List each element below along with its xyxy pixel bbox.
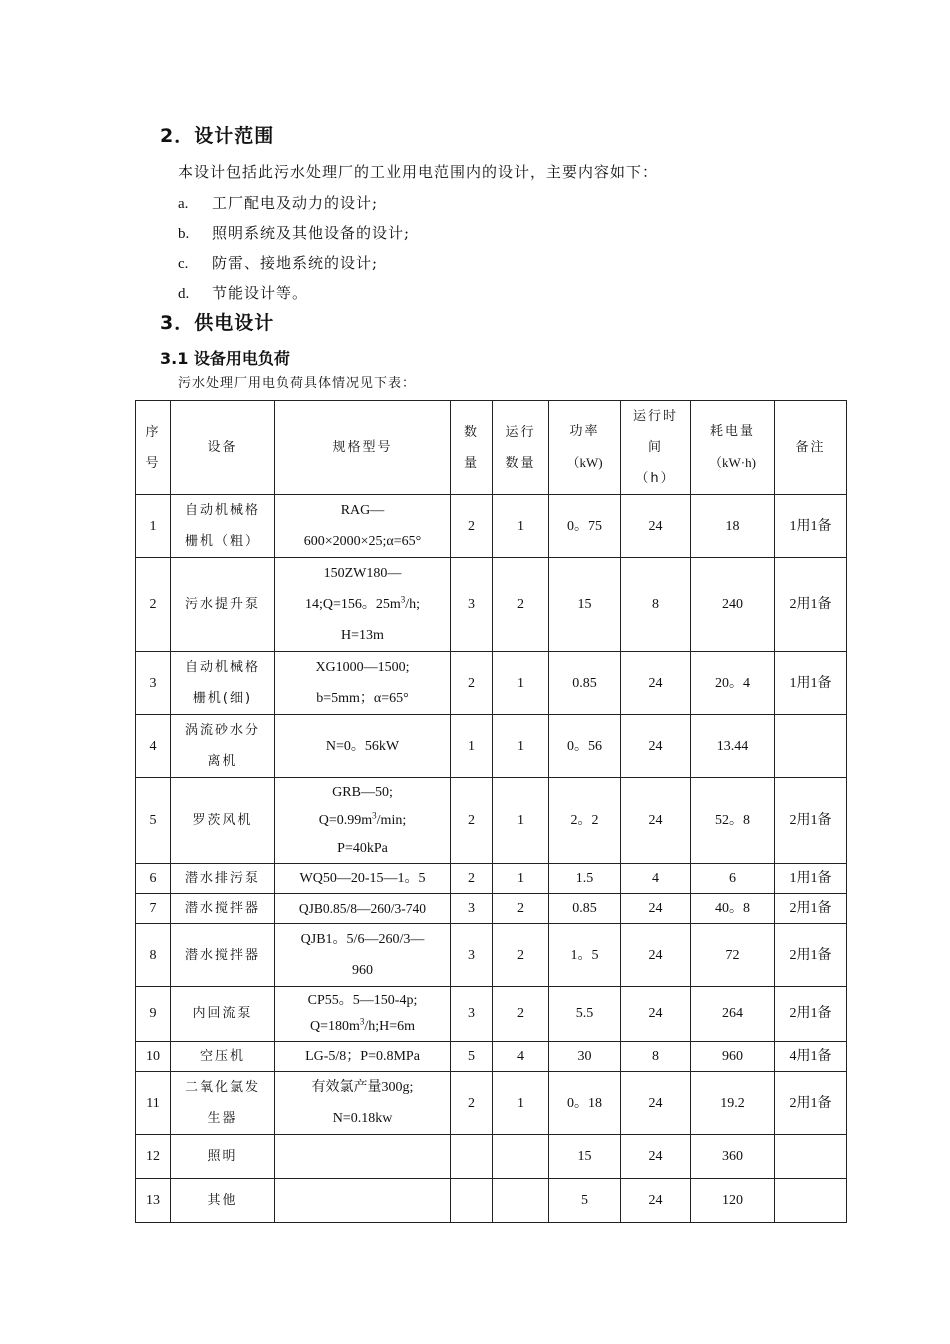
cell-power: 1.5 bbox=[549, 864, 621, 894]
cell-hours: 4 bbox=[621, 864, 691, 894]
cell-running: 1 bbox=[493, 778, 549, 864]
cell-running: 1 bbox=[493, 1072, 549, 1135]
cell-hours: 24 bbox=[621, 495, 691, 558]
cell-energy: 960 bbox=[691, 1042, 775, 1072]
cell-power: 0.85 bbox=[549, 894, 621, 924]
cell-note: 2用1备 bbox=[775, 987, 847, 1042]
cell-spec bbox=[275, 1179, 451, 1223]
header-qty: 数 量 bbox=[451, 401, 493, 495]
cell-hours: 24 bbox=[621, 715, 691, 778]
cell-spec: XG1000—1500; b=5mm；α=65° bbox=[275, 652, 451, 715]
section-2-title: 2．设计范围 bbox=[160, 125, 275, 147]
list-item bbox=[178, 283, 308, 304]
cell-power: 0。75 bbox=[549, 495, 621, 558]
cell-qty: 2 bbox=[451, 652, 493, 715]
cell-energy: 19.2 bbox=[691, 1072, 775, 1135]
cell-no: 10 bbox=[136, 1042, 171, 1072]
table-row bbox=[136, 715, 847, 778]
cell-note: 1用1备 bbox=[775, 652, 847, 715]
cell-spec: GRB—50; $Q=0.99m^3/\min$; P=40kPa bbox=[275, 778, 451, 864]
cell-running bbox=[493, 1179, 549, 1223]
cell-running: 1 bbox=[493, 652, 549, 715]
cell-spec: N=0。56kW bbox=[275, 715, 451, 778]
cell-qty: 1 bbox=[451, 715, 493, 778]
cell-power: 1。5 bbox=[549, 924, 621, 987]
list-item bbox=[178, 253, 378, 274]
cell-qty: 5 bbox=[451, 1042, 493, 1072]
cell-hours: 24 bbox=[621, 652, 691, 715]
cell-running bbox=[493, 1135, 549, 1179]
cell-note bbox=[775, 1135, 847, 1179]
cell-hours: 24 bbox=[621, 894, 691, 924]
header-run-time: 运行时 间 （h） bbox=[621, 401, 691, 495]
header-spec: 规格型号 bbox=[275, 401, 451, 495]
cell-running: 1 bbox=[493, 864, 549, 894]
cell-power: 0。56 bbox=[549, 715, 621, 778]
cell-power: 5.5 bbox=[549, 987, 621, 1042]
cell-spec: WQ50—20-15—1。5 bbox=[275, 864, 451, 894]
cell-running: 2 bbox=[493, 894, 549, 924]
list-text: 节能设计等。 bbox=[212, 284, 309, 302]
header-no: 序 号 bbox=[136, 401, 171, 495]
cell-device: 照明 bbox=[171, 1135, 275, 1179]
cell-energy: 52。8 bbox=[691, 778, 775, 864]
cell-no: 1 bbox=[136, 495, 171, 558]
cell-no: 11 bbox=[136, 1072, 171, 1135]
cell-energy: 20。4 bbox=[691, 652, 775, 715]
cell-qty: 3 bbox=[451, 924, 493, 987]
cell-device: 潜水搅拌器 bbox=[171, 924, 275, 987]
cell-no: 9 bbox=[136, 987, 171, 1042]
cell-no: 12 bbox=[136, 1135, 171, 1179]
cell-energy: 264 bbox=[691, 987, 775, 1042]
cell-hours: 24 bbox=[621, 987, 691, 1042]
cell-device: 潜水排污泵 bbox=[171, 864, 275, 894]
cell-power: 30 bbox=[549, 1042, 621, 1072]
table-row bbox=[136, 1042, 847, 1072]
cell-spec: CP55。5—150-4p; $Q=180m^3/h;H=6m$ bbox=[275, 987, 451, 1042]
list-text: 照明系统及其他设备的设计; bbox=[212, 224, 411, 242]
cell-energy: 6 bbox=[691, 864, 775, 894]
table-row bbox=[136, 778, 847, 864]
cell-qty: 3 bbox=[451, 558, 493, 652]
cell-device: 潜水搅拌器 bbox=[171, 894, 275, 924]
cell-device: 自动机械格 栅机（粗） bbox=[171, 495, 275, 558]
cell-note: 2用1备 bbox=[775, 778, 847, 864]
cell-device: 自动机械格 栅机(细) bbox=[171, 652, 275, 715]
cell-note: 2用1备 bbox=[775, 924, 847, 987]
table-row bbox=[136, 1179, 847, 1223]
cell-spec: QJB1。5/6—260/3— 960 bbox=[275, 924, 451, 987]
cell-hours: 24 bbox=[621, 924, 691, 987]
cell-no: 8 bbox=[136, 924, 171, 987]
cell-device: 空压机 bbox=[171, 1042, 275, 1072]
cell-energy: 18 bbox=[691, 495, 775, 558]
cell-hours: 24 bbox=[621, 1179, 691, 1223]
cell-device: 二氧化氯发 生器 bbox=[171, 1072, 275, 1135]
list-marker: d. bbox=[178, 286, 190, 302]
cell-hours: 24 bbox=[621, 1072, 691, 1135]
cell-hours: 8 bbox=[621, 1042, 691, 1072]
cell-qty: 3 bbox=[451, 894, 493, 924]
cell-running: 1 bbox=[493, 495, 549, 558]
cell-running: 2 bbox=[493, 924, 549, 987]
cell-spec bbox=[275, 1135, 451, 1179]
header-running: 运行 数量 bbox=[493, 401, 549, 495]
cell-qty: 2 bbox=[451, 864, 493, 894]
table-row bbox=[136, 1072, 847, 1135]
list-marker: b. bbox=[178, 226, 190, 242]
cell-qty bbox=[451, 1179, 493, 1223]
cell-spec: LG-5/8；P=0.8MPa bbox=[275, 1042, 451, 1072]
cell-power: 15 bbox=[549, 1135, 621, 1179]
cell-qty: 2 bbox=[451, 1072, 493, 1135]
list-text: 防雷、接地系统的设计; bbox=[212, 254, 379, 272]
list-text: 工厂配电及动力的设计; bbox=[212, 194, 379, 212]
cell-note: 2用1备 bbox=[775, 558, 847, 652]
header-power: 功率 （kW) bbox=[549, 401, 621, 495]
cell-running: 2 bbox=[493, 558, 549, 652]
cell-hours: 24 bbox=[621, 778, 691, 864]
header-note: 备注 bbox=[775, 401, 847, 495]
table-row bbox=[136, 558, 847, 652]
header-device: 设备 bbox=[171, 401, 275, 495]
cell-spec: 150ZW180— 14;Q=156。$25m^3/h$; H=13m bbox=[275, 558, 451, 652]
cell-power: 0.85 bbox=[549, 652, 621, 715]
section-3-1-title: 3.1 设备用电负荷 bbox=[160, 349, 290, 368]
cell-qty: 3 bbox=[451, 987, 493, 1042]
cell-device: 污水提升泵 bbox=[171, 558, 275, 652]
cell-note: 2用1备 bbox=[775, 894, 847, 924]
cell-qty: 2 bbox=[451, 495, 493, 558]
load-table bbox=[135, 400, 847, 1223]
cell-running: 2 bbox=[493, 987, 549, 1042]
cell-no: 7 bbox=[136, 894, 171, 924]
cell-device: 罗茨风机 bbox=[171, 778, 275, 864]
table-caption: 污水处理厂用电负荷具体情况见下表： bbox=[178, 376, 417, 391]
table-header-row bbox=[136, 401, 847, 495]
cell-note bbox=[775, 1179, 847, 1223]
table-row bbox=[136, 987, 847, 1042]
cell-energy: 120 bbox=[691, 1179, 775, 1223]
cell-note: 4用1备 bbox=[775, 1042, 847, 1072]
list-marker: a. bbox=[178, 196, 189, 212]
cell-no: 4 bbox=[136, 715, 171, 778]
cell-power: 15 bbox=[549, 558, 621, 652]
header-energy: 耗电量 （kW·h) bbox=[691, 401, 775, 495]
cell-running: 4 bbox=[493, 1042, 549, 1072]
list-item bbox=[178, 223, 410, 244]
cell-note bbox=[775, 715, 847, 778]
cell-energy: 72 bbox=[691, 924, 775, 987]
table-row bbox=[136, 894, 847, 924]
cell-power: 5 bbox=[549, 1179, 621, 1223]
table-row bbox=[136, 1135, 847, 1179]
cell-energy: 13.44 bbox=[691, 715, 775, 778]
cell-spec: RAG— 600×2000×25;α=65° bbox=[275, 495, 451, 558]
cell-device: 涡流砂水分 离机 bbox=[171, 715, 275, 778]
cell-no: 5 bbox=[136, 778, 171, 864]
cell-power: 0。18 bbox=[549, 1072, 621, 1135]
cell-power: 2。2 bbox=[549, 778, 621, 864]
cell-no: 6 bbox=[136, 864, 171, 894]
cell-no: 3 bbox=[136, 652, 171, 715]
cell-energy: 40。8 bbox=[691, 894, 775, 924]
cell-note: 1用1备 bbox=[775, 495, 847, 558]
table-row bbox=[136, 652, 847, 715]
table-row bbox=[136, 924, 847, 987]
table-row bbox=[136, 864, 847, 894]
list-marker: c. bbox=[178, 256, 189, 272]
table-row bbox=[136, 495, 847, 558]
cell-energy: 240 bbox=[691, 558, 775, 652]
cell-energy: 360 bbox=[691, 1135, 775, 1179]
cell-device: 内回流泵 bbox=[171, 987, 275, 1042]
section-2-intro: 本设计包括此污水处理厂的工业用电范围内的设计，主要内容如下： bbox=[178, 163, 659, 181]
cell-hours: 24 bbox=[621, 1135, 691, 1179]
cell-note: 1用1备 bbox=[775, 864, 847, 894]
cell-note: 2用1备 bbox=[775, 1072, 847, 1135]
cell-spec: 有效氯产量300g; N=0.18kw bbox=[275, 1072, 451, 1135]
cell-device: 其他 bbox=[171, 1179, 275, 1223]
section-3-title: 3．供电设计 bbox=[160, 312, 275, 334]
cell-running: 1 bbox=[493, 715, 549, 778]
list-item bbox=[178, 193, 378, 214]
cell-qty: 2 bbox=[451, 778, 493, 864]
cell-qty bbox=[451, 1135, 493, 1179]
cell-no: 2 bbox=[136, 558, 171, 652]
cell-spec: QJB0.85/8—260/3-740 bbox=[275, 894, 451, 924]
cell-no: 13 bbox=[136, 1179, 171, 1223]
cell-hours: 8 bbox=[621, 558, 691, 652]
